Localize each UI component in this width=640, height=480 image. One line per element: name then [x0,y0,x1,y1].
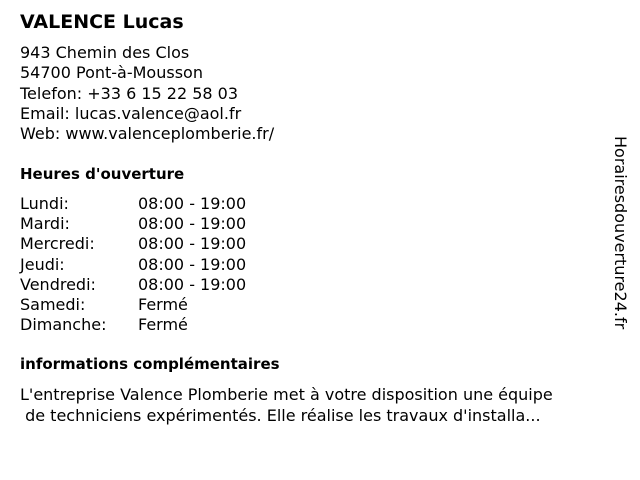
time-value: 08:00 - 19:00 [138,274,247,294]
hours-row-monday [20,194,246,214]
day-label: Dimanche: [20,315,107,335]
hours-row-saturday [20,295,246,315]
additional-info-heading: informations complémentaires [20,355,280,373]
opening-hours-heading: Heures d'ouverture [20,165,185,183]
time-value: 08:00 - 19:00 [138,234,247,254]
day-label: Mardi: [20,214,70,234]
business-description: L'entreprise Valence Plomberie met à votre disposition une équipe de techniciens expérimentés. Elle réalise les travaux d'installa... [20,385,553,425]
opening-hours-table [20,194,246,335]
hours-row-thursday [20,255,246,275]
day-label: Vendredi: [20,274,96,294]
time-value: 08:00 - 19:00 [138,254,247,274]
time-value: 08:00 - 19:00 [138,214,247,234]
contact-block [20,43,274,144]
business-name: VALENCE Lucas [20,11,184,33]
email-address: Email: lucas.valence@aol.fr [20,103,242,123]
day-label: Samedi: [20,295,86,315]
hours-row-friday [20,275,246,295]
website: Web: www.valenceplomberie.fr/ [20,124,275,144]
time-value: Fermé [138,295,188,315]
phone-number: Telefon: +33 6 15 22 58 03 [20,83,239,103]
time-value: 08:00 - 19:00 [138,194,247,213]
time-value: Fermé [138,315,188,335]
day-label: Jeudi: [20,254,65,274]
hours-row-tuesday [20,214,246,234]
day-label: Lundi: [20,194,69,213]
street-address: 943 Chemin des Clos [20,43,190,62]
hours-row-wednesday [20,234,246,254]
site-watermark: Horairesdouverture24.fr [611,136,630,330]
hours-row-sunday [20,315,246,335]
day-label: Mercredi: [20,234,95,254]
city-address: 54700 Pont-à-Mousson [20,63,203,83]
